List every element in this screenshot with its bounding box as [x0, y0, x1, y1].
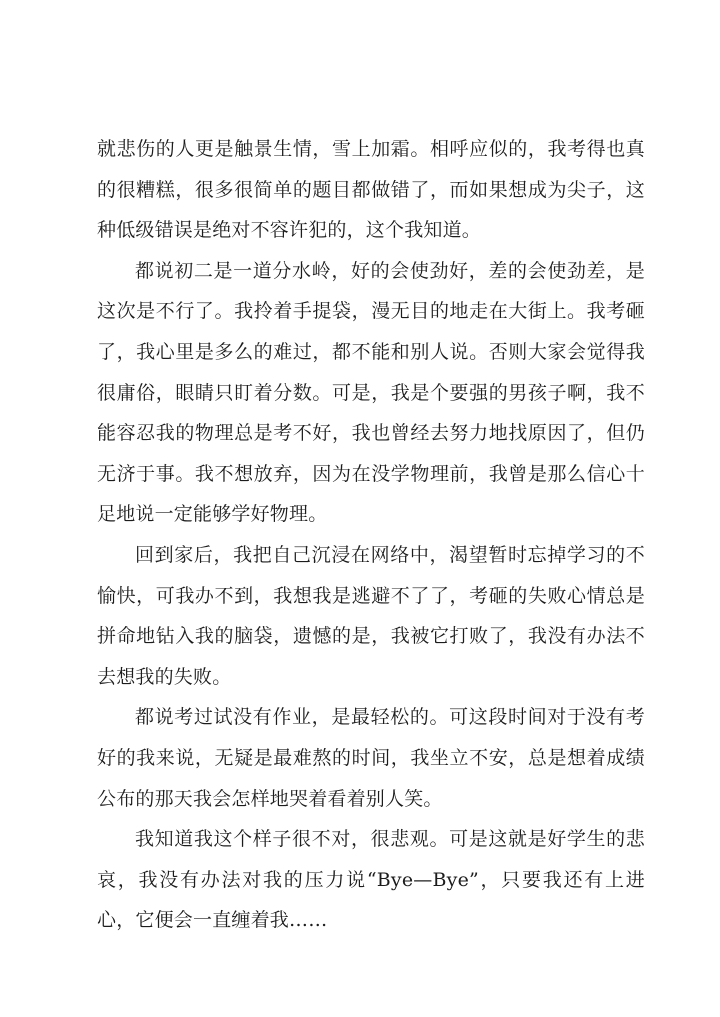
paragraph-continuation: 就悲伤的人更是触景生情，雪上加霜。相呼应似的，我考得也真的很糟糕，很多很简单的题目都做错了，而如果想成为尖子，这种低级错误是绝对不容许犯的，这个我知道。 [97, 138, 645, 242]
document-body [97, 129, 645, 941]
paragraph: 都说初二是一道分水岭，好的会使劲好，差的会使劲差，是这次是不行了。我拎着手提袋，漫无目的地走在大街上。我考砸了，我心里是多么的难过，都不能和别人说。否则大家会觉得我很庸俗，眼睛只盯着分数。可是，我是个要强的男孩子啊，我不能容忍我的物理总是考不好，我也曾经去努力地找原因了，但仍无济于事。我不想放弃，因为在没学物理前，我曾是那么信心十足地说一定能够学好物理。 [97, 259, 645, 526]
paragraph: 都说考过试没有作业，是最轻松的。可这段时间对于没有考好的我来说，无疑是最难熬的时间，我坐立不安，总是想着成绩公布的那天我会怎样地哭着看着别人笑。 [97, 706, 645, 810]
paragraph: 我知道我这个样子很不对，很悲观。可是这就是好学生的悲哀，我没有办法对我的压力说“Bye—Bye”，只要我还有上进心，它便会一直缠着我…… [97, 828, 645, 932]
paragraph: 回到家后，我把自己沉浸在网络中，渴望暂时忘掉学习的不愉快，可我办不到，我想我是逃避不了了，考砸的失败心情总是拼命地钻入我的脑袋，遗憾的是，我被它打败了，我没有办法不去想我的失败。 [97, 543, 645, 688]
